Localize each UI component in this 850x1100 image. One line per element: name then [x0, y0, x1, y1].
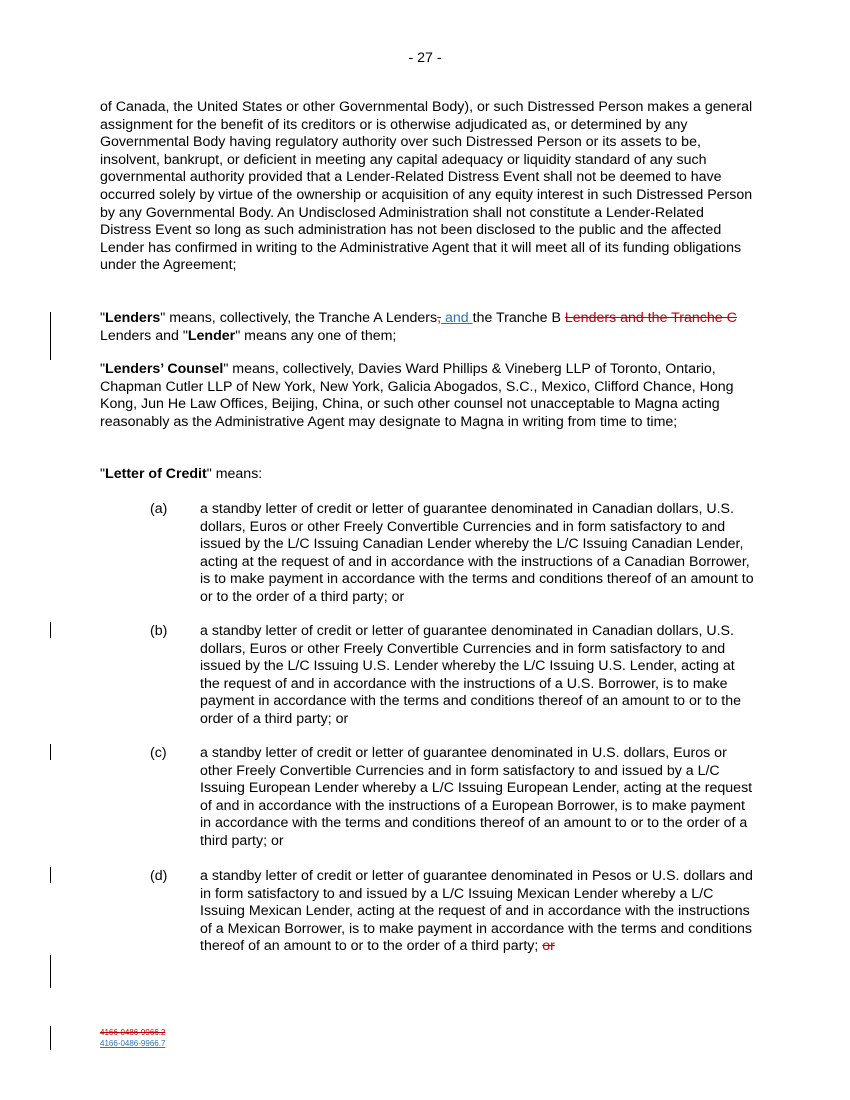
change-bar [50, 622, 51, 638]
change-bar [50, 744, 51, 760]
item-text: a standby letter of credit or letter of guarantee denominated in Pesos or U.S. dollars and in form satisfactory to and issued by a L/C Issuing Mexican Lender whereby a L/C Issuing Mexican Lender, acting at the request of and in accordance with the instructions of a Mexican Borrower, is to make payment in accordance with the terms and conditions thereof of an amount to or to the order of a third party; or [200, 868, 753, 955]
defined-term: Letter of Credit [105, 466, 207, 482]
change-bar [50, 867, 51, 883]
deleted-text: Lenders and the Tranche C [564, 310, 737, 326]
item-text: a standby letter of credit or letter of guarantee denominated in Canadian dollars, U.S. dollars, Euros or other Freely Convertible Currencies and in form satisfactory to and issued by the L/C Issuing U.S. Lender whereby the L/C Issuing U.S. Lender, acting at the request of and in accordance with the instructions of a U.S. Borrower, is to make payment in accordance with the terms and conditions thereof of an amount to or to the order of a third party; or [200, 623, 742, 727]
item-label: (c) [150, 745, 167, 761]
item-text: a standby letter of credit or letter of guarantee denominated in U.S. dollars, Euros or other Freely Convertible Currencies and in form satisfactory to and issued by a L/C Issuing European Lender whereby a L/C Issuing European Lender, acting at the request of and in accordance with the instructions of a European Borrower, is to make payment in accordance with the terms and conditions thereof of an amount to or to the order of a third party; or [200, 745, 753, 849]
inserted-text: and [441, 310, 473, 326]
definition-lenders: "Lenders" means, collectively, the Tranche A Lenders, and the Tranche B Lenders and the Tranche C Lenders and "Lender" means any one of them; [100, 310, 737, 344]
page-number: - 27 - [408, 50, 442, 66]
defined-term: Lenders’ Counsel [105, 361, 224, 377]
paragraph-continuation: of Canada, the United States or other Governmental Body), or such Distressed Person makes a general assignment for the benefit of its creditors or is otherwise adjudicated as, or determined by any Governmental Body having regulatory authority over such Distressed Person or its assets to be, insolvent, bankrupt, or deficient in meeting any capital adequacy or liquidity standard of any such governmental authority provided that a Lender-Related Distress Event shall not be deemed to have occurred solely by virtue of the ownership or acquisition of any equity interest in such Distressed Person by any Governmental Body. An Undisclosed Administration shall not constitute a Lender-Related Distress Event so long as such administration has not been disclosed to the public and the affected Lender has confirmed in writing to the Administrative Agent that it will meet all of its funding obligations under the Agreement; [100, 99, 753, 274]
defined-term: Lender [187, 327, 236, 344]
footer-doc-id-old: 4166-0486-9966.2 [100, 1028, 166, 1037]
defined-term: Lenders [105, 310, 161, 326]
item-label: (d) [150, 868, 168, 884]
footer-doc-id-new: 4166-0486-9966.7 [100, 1039, 166, 1048]
deleted-text: , [437, 310, 442, 326]
change-bar [50, 1026, 51, 1050]
change-bar [50, 312, 51, 360]
change-bar [50, 955, 51, 988]
definition-lenders-counsel: "Lenders’ Counsel" means, collectively, Davies Ward Phillips & Vineberg LLP of Toronto, Ontario, Chapman Cutler LLP of New York, New York, Galicia Abogados, S.C., Mexico, Clifford Chance, Hong Kong, Jun He Law Offices, Beijing, China, or such other counsel not unacceptable to Magna acting reasonably as the Administrative Agent may designate to Magna in writing from time to time; [100, 361, 734, 430]
item-text: a standby letter of credit or letter of guarantee denominated in Canadian dollars, U.S. dollars, Euros or other Freely Convertible Currencies and in form satisfactory to and issued by the L/C Issuing Canadian Lender whereby the L/C Issuing Canadian Lender, acting at the request of and in accordance with the instructions of a Canadian Borrower, is to make payment in accordance with the terms and conditions thereof of an amount to or to the order of a third party; or [200, 501, 754, 605]
item-label: (b) [150, 623, 168, 639]
deleted-text: or [542, 938, 555, 955]
definition-letter-of-credit: "Letter of Credit" means: [100, 466, 263, 482]
item-label: (a) [150, 501, 168, 517]
